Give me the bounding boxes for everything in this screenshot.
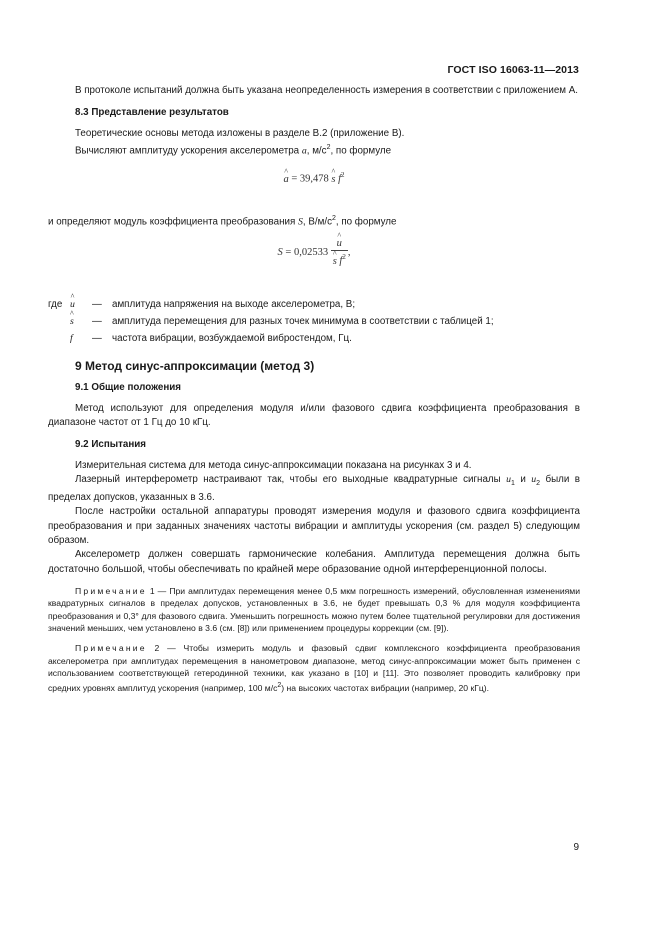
where-definitions (48, 296, 580, 347)
definition-row: ^ s — амплитуда перемещения для разных точек минимума в соответствии с таблицей 1; (48, 313, 580, 330)
section-9-2-p2: Лазерный интерферометр настраивают так, чтобы его выходные квадратурные сигналы $u_1$ и $u_2$ были в пределах допусков, указанных в 3.6. (48, 473, 580, 504)
section-9-2-heading: 9.2 Испытания (75, 439, 147, 451)
section-9-heading: 9 Метод синус-аппроксимации (метод 3) (75, 359, 315, 374)
section-9-1-heading: 9.1 Общие положения (75, 382, 182, 394)
note-2: Примечание 2 — Чтобы измерить модуль и фазовый сдвиг комплексного коэффициента преобразования акселерометра при амплитудах перемещения в нанометровом диапазоне, метод синус-аппроксимации может быть применен с использованием соответствующей гетеродинной техники, как указано в [10] и [11]. Это позволяет проводить калибровку при средних уровнях амплитуд ускорения (например, 100 $м/с^2$) на высоких частотах вибрации (например, 20 кГц). (48, 643, 580, 693)
section-9-2-p4: Акселерометр должен совершать гармонические колебания. Амплитуда перемещения должна быть достаточно большой, чтобы обеспечивать по крайней мере образование одной интерференционной полосы. (48, 549, 580, 575)
page-number: 9 (573, 842, 579, 853)
note-1: Примечание 1 — При амплитудах перемещения менее 0,5 мкм погрешность измерений, обусловленная изменениями квадратурных сигналов в пределах допусков, установленных в 3.6, не будет превышать 0,3 % для модуля коэффициента преобразования и 0,3° для фазового сдвига. Уменьшить погрешность можно путем более тщательной регулировки для достижения значений меньших, чем установлено в 3.6 (см. [8]) или применением процедуры коррекции (см. [9]). (48, 585, 580, 634)
section-8-3-p1: Теоретические основы метода изложены в разделе В.2 (приложение В). (75, 127, 405, 139)
intro-paragraph: В протоколе испытаний должна быть указана неопределенность измерения в соответствии с приложением А. (75, 85, 578, 96)
section-9-2-p3: После настройки остальной аппаратуры проводят измерения модуля и фазового сдвига коэффициента преобразования и при заданных значениях частоты вибрации и амплитуды ускорения (см. раздел 5) следующим образом. (48, 506, 580, 546)
definition-row: где ^ u — амплитуда напряжения на выходе акселерометра, В; (48, 296, 580, 313)
section-9-2-p1: Измерительная система для метода синус-аппроксимации показана на рисунках 3 и 4. (75, 459, 472, 471)
section-9-1-paragraph: Метод используют для определения модуля и/или фазового сдвига коэффициента преобразования в диапазоне частот от 1 Гц до 10 кГц. (48, 402, 580, 428)
section-8-3-p2: Вычисляют амплитуду ускорения акселерометра a, $м/с^2$, по формуле (75, 143, 392, 157)
formula-sensitivity: S = 0,02533 ^ u ^ s $f^2$ , (48, 230, 580, 292)
definition-row: f — частота вибрации, возбуждаемой вибростендом, Гц. (70, 333, 352, 345)
standard-header: ГОСТ ISO 16063-11—2013 (447, 64, 579, 76)
section-8-3-heading: 8.3 Представление результатов (75, 107, 229, 119)
formula-acceleration: ^ a = 39,478 ^ s $f^2$ (48, 158, 580, 212)
section-8-3-p3: и определяют модуль коэффициента преобразования S, $В/м/с^2$, по формуле (48, 215, 397, 228)
fraction: ^ u ^ s $f^2$ (331, 238, 348, 268)
page-content (48, 84, 580, 694)
